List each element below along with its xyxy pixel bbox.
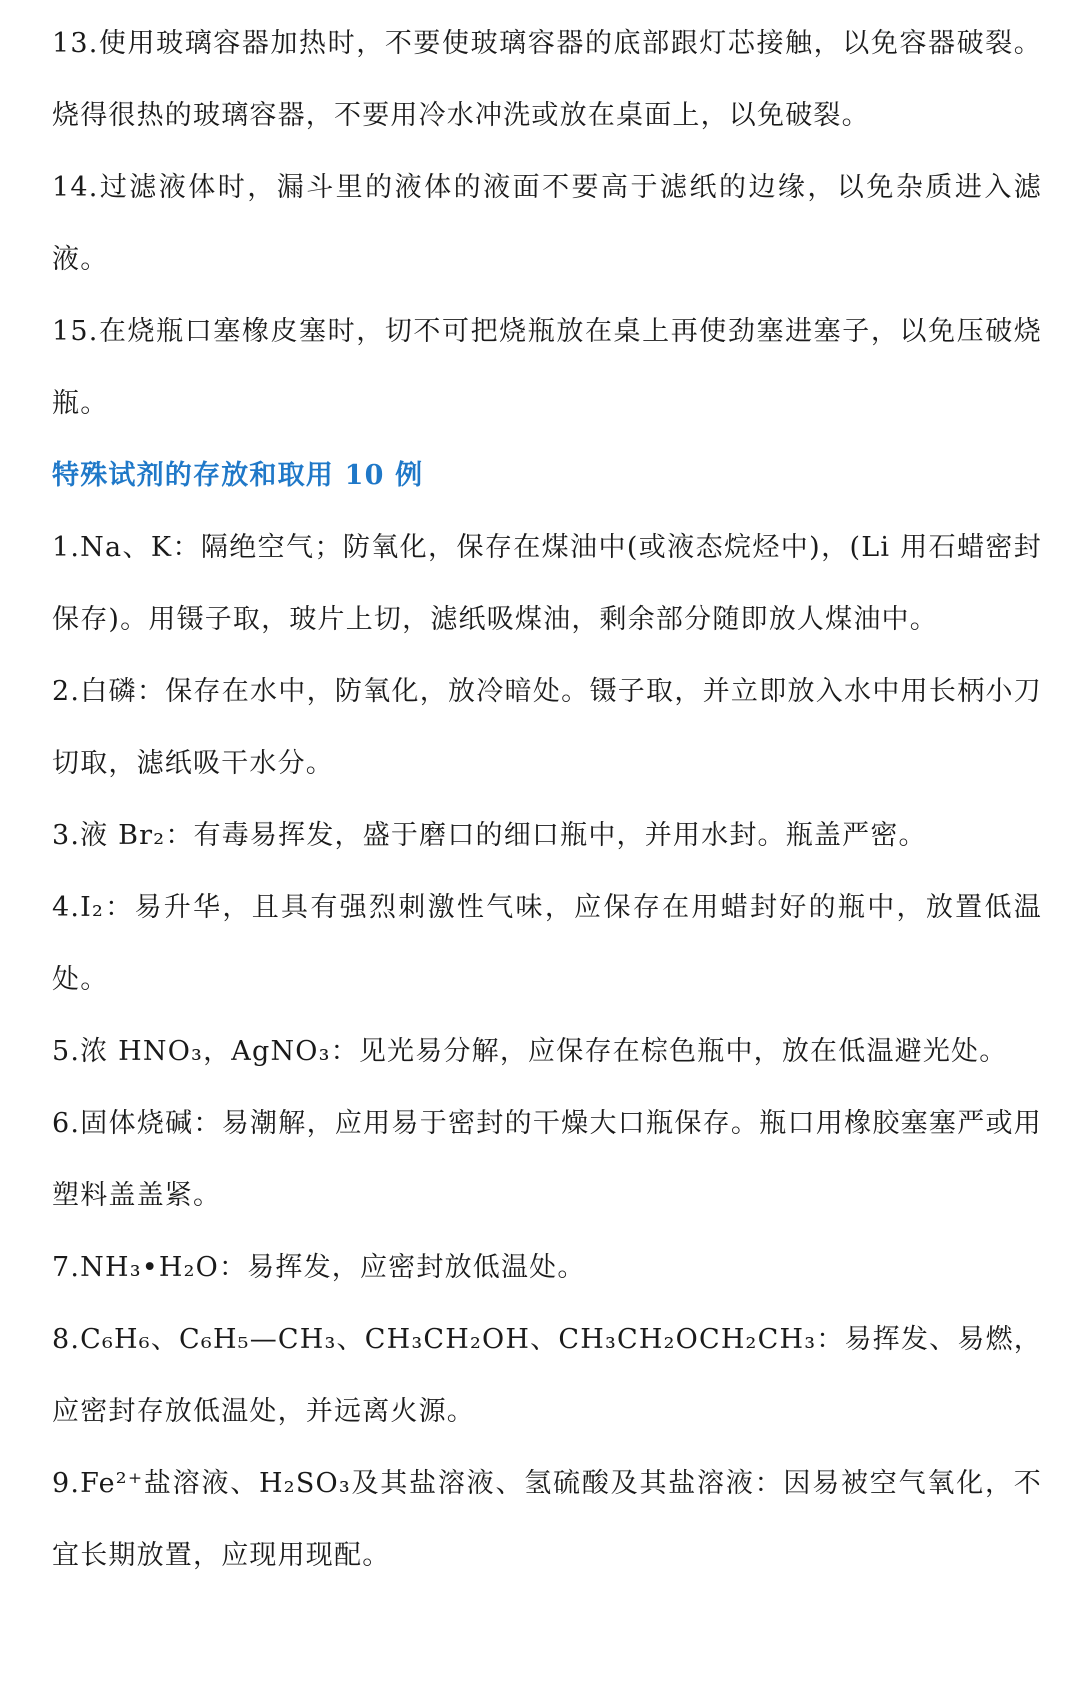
paragraph-15: 15.在烧瓶口塞橡皮塞时，切不可把烧瓶放在桌上再使劲塞进塞子，以免压破烧瓶。 xyxy=(52,316,1042,419)
reagent-item-7: 7.NH₃•H₂O：易挥发，应密封放低温处。 xyxy=(52,1252,586,1283)
reagent-item-1: 1.Na、K：隔绝空气；防氧化，保存在煤油中(或液态烷烃中)，(Li 用石蜡密封保存)。用镊子取，玻片上切，滤纸吸煤油，剩余部分随即放人煤油中。 xyxy=(52,532,1042,635)
document-page xyxy=(52,8,1042,1592)
reagent-item-2: 2.白磷：保存在水中，防氧化，放冷暗处。镊子取，并立即放入水中用长柄小刀切取，滤纸吸干水分。 xyxy=(52,676,1042,779)
reagent-item-6: 6.固体烧碱：易潮解，应用易于密封的干燥大口瓶保存。瓶口用橡胶塞塞严或用塑料盖盖紧。 xyxy=(52,1108,1042,1211)
paragraph-13: 13.使用玻璃容器加热时，不要使玻璃容器的底部跟灯芯接触，以免容器破裂。烧得很热的玻璃容器，不要用冷水冲洗或放在桌面上，以免破裂。 xyxy=(52,28,1042,131)
reagent-item-9: 9.Fe²⁺盐溶液、H₂SO₃及其盐溶液、氢硫酸及其盐溶液：因易被空气氧化，不宜长期放置，应现用现配。 xyxy=(52,1468,1042,1571)
section-heading: 特殊试剂的存放和取用 10 例 xyxy=(52,460,424,491)
paragraph-14: 14.过滤液体时，漏斗里的液体的液面不要高于滤纸的边缘，以免杂质进入滤液。 xyxy=(52,172,1042,275)
reagent-item-4: 4.I₂：易升华，且具有强烈刺激性气味，应保存在用蜡封好的瓶中，放置低温处。 xyxy=(52,892,1042,995)
reagent-item-5: 5.浓 HNO₃，AgNO₃：见光易分解，应保存在棕色瓶中，放在低温避光处。 xyxy=(52,1036,1008,1067)
reagent-item-8: 8.C₆H₆、C₆H₅—CH₃、CH₃CH₂OH、CH₃CH₂OCH₂CH₃：易挥发、易燃，应密封存放低温处，并远离火源。 xyxy=(52,1324,1042,1427)
reagent-item-3: 3.液 Br₂：有毒易挥发，盛于磨口的细口瓶中，并用水封。瓶盖严密。 xyxy=(52,820,927,851)
